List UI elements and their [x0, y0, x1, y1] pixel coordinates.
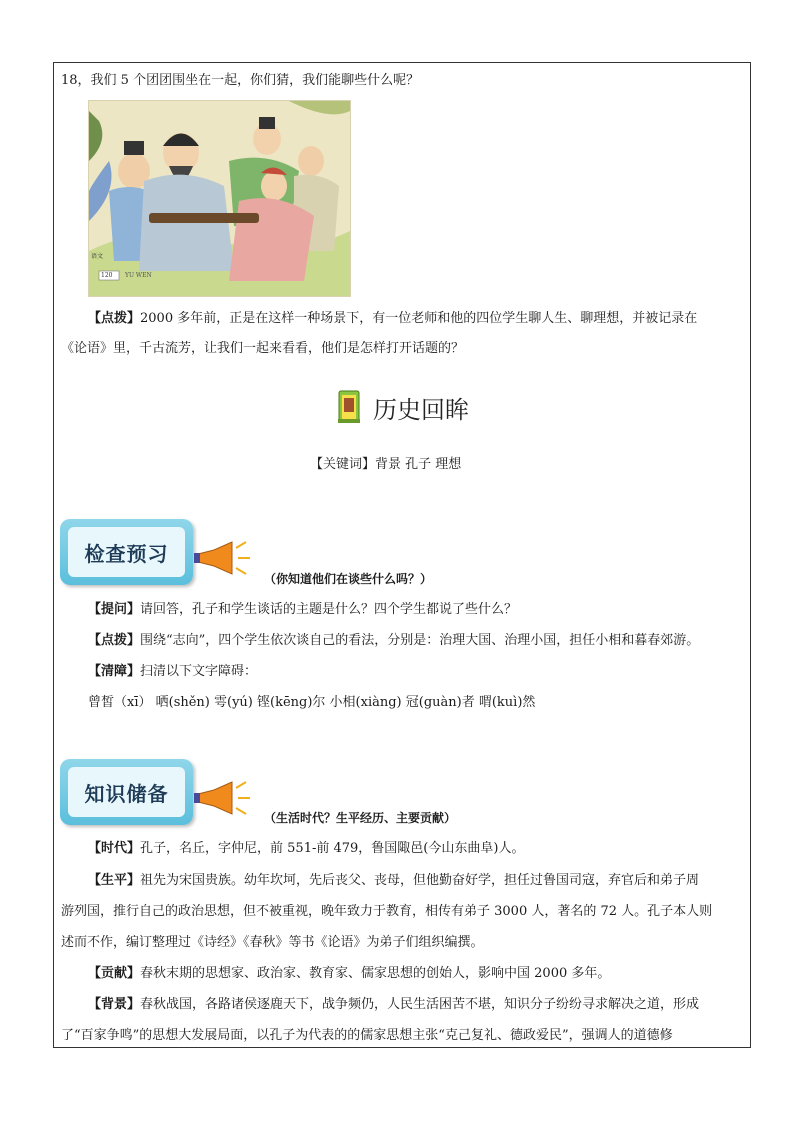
tiwen-line	[88, 600, 517, 620]
tiwen-text: 请回答，孔子和学生谈话的主题是什么？四个学生都说了些什么？	[140, 602, 518, 617]
shengping-line-3: 述而不作，编订整理过《诗经》《春秋》等书《论语》为弟子们组织编撰。	[61, 935, 484, 950]
beijing-text-1: 春秋战国，各路诸侯逐鹿天下，战争频仍，人民生活困苦不堪，知识分子纷纷寻求解决之道，形成	[140, 997, 700, 1012]
history-title: 历史回眸	[373, 395, 469, 424]
keywords: 【关键词】背景 孔子 理想	[310, 457, 462, 472]
illustration-art	[89, 101, 350, 296]
dianbo2-line	[88, 631, 699, 651]
shidai-text: 孔子，名丘，字仲尼，前 551-前 479，鲁国陬邑(今山东曲阜)人。	[140, 841, 525, 856]
shengping-tag: 【生平】	[88, 873, 141, 888]
confucius-illustration	[88, 100, 351, 297]
shengping-line-2: 游列国，推行自己的政治思想，但不被重视，晚年致力于教育，相传有弟子 3000 人，著名的 72 人。孔子本人则	[61, 904, 713, 919]
illustration-corner-text: 语文	[91, 253, 104, 260]
question-18: 18，我们 5 个团团围坐在一起，你们猜，我们能聊些什么呢？	[61, 73, 420, 88]
tiwen-tag: 【提问】	[88, 602, 141, 617]
section1-hint: （你知道他们在谈些什么吗？）	[264, 572, 433, 586]
megaphone-icon	[192, 540, 252, 580]
shidai-tag: 【时代】	[88, 841, 141, 856]
dianbo-line-1	[88, 309, 697, 329]
frame-bottom-line	[53, 1047, 751, 1048]
history-heading	[335, 383, 469, 431]
shengping-text-1: 祖先为宋国贵族。幼年坎坷，先后丧父、丧母，但他勤奋好学，担任过鲁国司寇，弃官后和弟子周	[140, 873, 700, 888]
pinyin-line: 曾皙（xī） 哂(shěn) 雩(yú) 铿(kēng)尔 小相(xiàng) 冠(guàn)者 喟(kuì)然	[88, 695, 536, 710]
qingzhang-tag: 【清障】	[88, 664, 141, 679]
book-icon	[335, 389, 365, 425]
dianbo-text-1: 2000 多年前，正是在这样一种场景下，有一位老师和他的四位学生聊人生、聊理想，并被记录在	[140, 311, 698, 326]
gongxian-line	[88, 964, 610, 984]
illustration-page-number: 120	[101, 272, 113, 279]
dianbo2-tag: 【点拨】	[88, 633, 141, 648]
shengping-line-1	[88, 871, 699, 891]
banner-knowledge	[60, 759, 193, 825]
dianbo-line-2: 《论语》里，千古流芳，让我们一起来看看，他们是怎样打开话题的？	[61, 341, 465, 356]
qingzhang-line	[88, 662, 257, 682]
megaphone-icon-2	[192, 780, 252, 820]
shidai-line	[88, 839, 524, 859]
illustration-caption: YU WEN	[125, 272, 152, 279]
beijing-line-1	[88, 995, 699, 1015]
banner-check-preview	[60, 519, 193, 585]
beijing-line-2: 了“百家争鸣”的思想大发展局面，以孔子为代表的的儒家思想主张“克己复礼、德政爱民”，强调人的道德修	[61, 1028, 673, 1043]
qingzhang-text: 扫清以下文字障碍：	[140, 664, 258, 679]
section2-hint: （生活时代？生平经历、主要贡献）	[264, 811, 457, 825]
banner-knowledge-label: 知识储备	[68, 767, 185, 817]
beijing-tag: 【背景】	[88, 997, 141, 1012]
gongxian-tag: 【贡献】	[88, 966, 141, 981]
gongxian-text: 春秋末期的思想家、政治家、教育家、儒家思想的创始人，影响中国 2000 多年。	[140, 966, 611, 981]
dianbo2-text: 围绕“志向”，四个学生依次谈自己的看法，分别是：治理大国、治理小国，担任小相和暮春郊游。	[140, 633, 700, 648]
banner-check-preview-label: 检查预习	[68, 527, 185, 577]
dianbo-tag: 【点拨】	[88, 311, 141, 326]
